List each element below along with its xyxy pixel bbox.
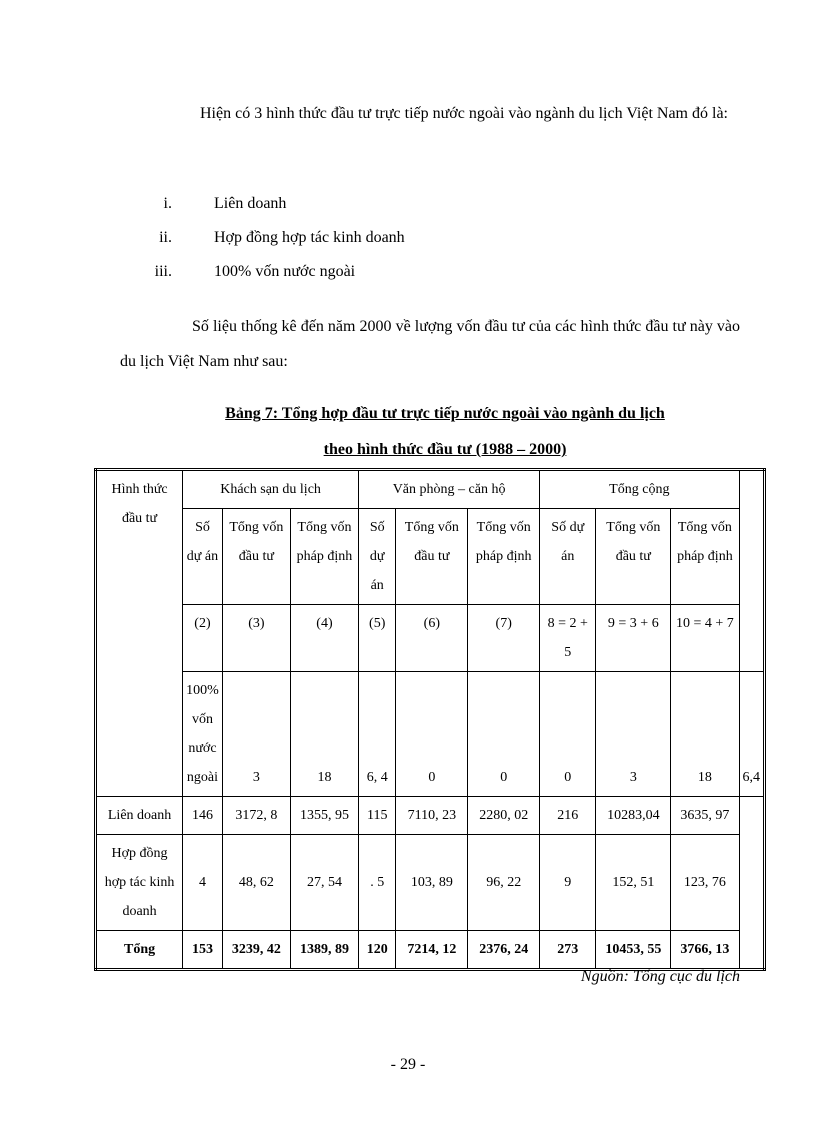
table-cell: 2280, 02 (468, 797, 540, 835)
table-cell: 9 (540, 835, 596, 931)
table-cell: 273 (540, 931, 596, 970)
table-cell: 120 (359, 931, 396, 970)
table-cell: 152, 51 (596, 835, 671, 931)
subheader-cell: Tổng vốn đầu tư (596, 509, 671, 605)
list-item (120, 255, 720, 289)
source-note: Nguồn: Tổng cục du lịch (580, 968, 740, 985)
colnumber-cell: (6) (396, 605, 468, 672)
list-item-number: i. (163, 195, 172, 212)
subheader-cell: Số dự án (359, 509, 396, 605)
table-cell: 3172, 8 (222, 797, 290, 835)
table-cell: 3 (596, 672, 671, 797)
colnumber-cell: (3) (222, 605, 290, 672)
colnumber-cell: (4) (290, 605, 358, 672)
colnumber-cell: (7) (468, 605, 540, 672)
table-cell: 153 (183, 931, 223, 970)
table-cell: 6,4 (739, 672, 765, 797)
intro-paragraph: Hiện có 3 hình thức đầu tư trực tiếp nước ngoài vào ngành du lịch Việt Nam đó là: (200, 105, 728, 122)
table-caption-line2: theo hình thức đầu tư (1988 – 2000) (323, 441, 567, 458)
table-subheader-row (96, 509, 765, 605)
table-cell: 115 (359, 797, 396, 835)
list-item-text: Liên doanh (214, 195, 287, 212)
row-header-cell: Hình thức đầu tư (96, 470, 183, 797)
table-cell: 96, 22 (468, 835, 540, 931)
subheader-cell: Tổng vốn đầu tư (396, 509, 468, 605)
table-cell: 7214, 12 (396, 931, 468, 970)
subheader-cell: Tổng vốn pháp định (468, 509, 540, 605)
list-item-number: ii. (159, 229, 172, 246)
group-header-hotel: Khách sạn du lịch (183, 470, 359, 509)
stats-intro-paragraph: Số liệu thống kê đến năm 2000 về lượng vốn đầu tư của các hình thức đầu tư này vào du lịch Việt Nam như sau: (120, 318, 740, 370)
table-cell: 27, 54 (290, 835, 358, 931)
list-item-text: Hợp đồng hợp tác kinh doanh (214, 229, 405, 246)
table-cell: 103, 89 (396, 835, 468, 931)
table-caption-line1: Bảng 7: Tổng hợp đầu tư trực tiếp nước ngoài vào ngành du lịch (225, 405, 665, 422)
table-cell: 18 (671, 672, 739, 797)
colnumber-cell: 8 = 2 + 5 (540, 605, 596, 672)
list-item (120, 221, 720, 255)
table-cell: 4 (183, 835, 223, 931)
table-row (96, 672, 765, 797)
subheader-cell: Tổng vốn pháp định (671, 509, 739, 605)
table-cell: 1355, 95 (290, 797, 358, 835)
row-label: 100% vốn nước ngoài (183, 672, 223, 797)
table-cell: . 5 (359, 835, 396, 931)
table-cell: 48, 62 (222, 835, 290, 931)
table-cell: 10453, 55 (596, 931, 671, 970)
table-cell: 7110, 23 (396, 797, 468, 835)
colnumber-cell: (5) (359, 605, 396, 672)
row-label: Hợp đồng hợp tác kinh doanh (96, 835, 183, 931)
colnumber-cell: (2) (183, 605, 223, 672)
list-item (120, 187, 720, 221)
table-cell: 0 (396, 672, 468, 797)
table-cell: 216 (540, 797, 596, 835)
list-item-number: iii. (154, 263, 172, 280)
investment-forms-list (120, 187, 720, 289)
row-label: Tổng (96, 931, 183, 970)
subheader-cell: Số dự án (540, 509, 596, 605)
table-cell: 10283,04 (596, 797, 671, 835)
table-cell: 3635, 97 (671, 797, 739, 835)
subheader-cell: Tổng vốn pháp định (290, 509, 358, 605)
table-cell: 6, 4 (359, 672, 396, 797)
group-header-office: Văn phòng – căn hộ (359, 470, 540, 509)
subheader-cell: Tổng vốn đầu tư (222, 509, 290, 605)
table-row (96, 835, 765, 931)
colnumber-cell: 10 = 4 + 7 (671, 605, 739, 672)
table-header-row (96, 470, 765, 509)
table-cell: 18 (290, 672, 358, 797)
list-item-text: 100% vốn nước ngoài (214, 263, 356, 280)
colnumber-cell: 9 = 3 + 6 (596, 605, 671, 672)
table-cell: 3 (222, 672, 290, 797)
table-cell: 3766, 13 (671, 931, 739, 970)
table-total-row (96, 931, 765, 970)
table-cell: 146 (183, 797, 223, 835)
table-cell: 0 (540, 672, 596, 797)
table-row (96, 797, 765, 835)
page-number: - 29 - (390, 1056, 426, 1073)
investment-table (94, 468, 766, 971)
table-cell: 123, 76 (671, 835, 739, 931)
table-colnumber-row (96, 605, 765, 672)
table-cell: 0 (468, 672, 540, 797)
row-label: Liên doanh (96, 797, 183, 835)
subheader-cell: Số dự án (183, 509, 223, 605)
table-cell: 3239, 42 (222, 931, 290, 970)
group-header-total: Tổng cộng (540, 470, 739, 509)
table-cell: 1389, 89 (290, 931, 358, 970)
table-cell: 2376, 24 (468, 931, 540, 970)
